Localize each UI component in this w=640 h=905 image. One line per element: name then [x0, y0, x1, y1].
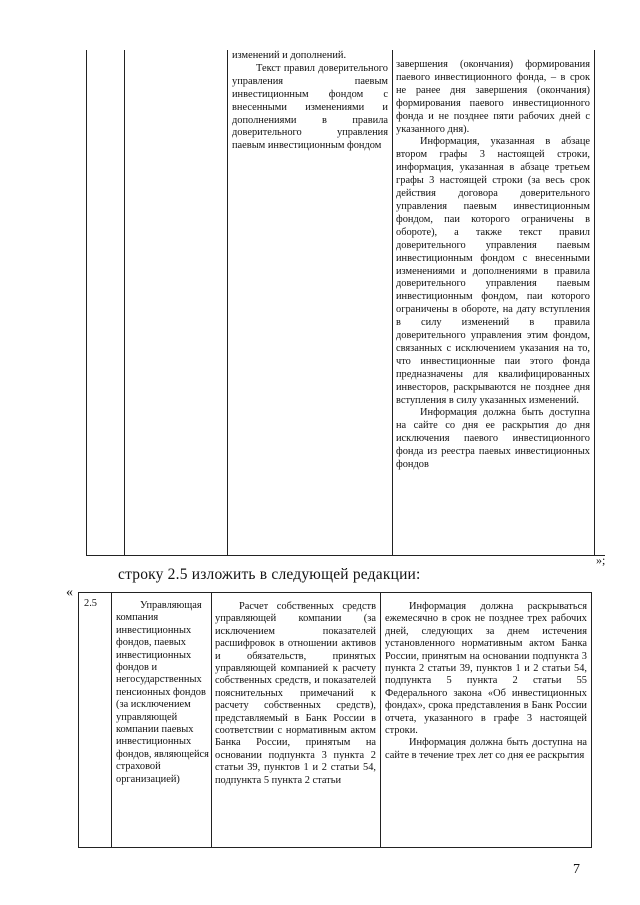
disclosure-cell [385, 601, 587, 762]
cell-text: 2.5 [84, 598, 97, 609]
cell-text: Текст правил доверительного управления паевым инвестиционным фондом с внесенными изменениями и дополнениями в правила доверительного управления паевым инвестиционным фондом [232, 62, 388, 152]
table-border [594, 50, 595, 556]
closing-quote: »; [596, 553, 606, 567]
table-border [78, 847, 592, 848]
cell-text: завершения (окончания) формирования паевого инвестиционного фонда, – в срок не ранее дня завершения (окончания) формирования паевого инвестиционного фонда и не позднее пяти рабочих дней с указанного дня). [396, 59, 590, 135]
subject-cell [116, 600, 211, 786]
table-border [78, 592, 79, 848]
table-row-2-5 [78, 592, 592, 848]
cell-text: Управляющая компания инвестиционных фондов, паевых инвестиционных фондов и негосударственных пенсионных фондов (за исключением управляющей компании паевых инвестиционных фондов, являющейся страховой организацией) [116, 600, 209, 785]
table-border [111, 592, 112, 848]
row-number [84, 598, 108, 610]
table-border [78, 592, 592, 593]
page-number: 7 [573, 862, 580, 877]
cell-text: Информация должна быть доступна на сайте со дня ее раскрытия до дня исключения паевого инвестиционного фонда из реестра паевых инвестиционных фондов [396, 407, 590, 471]
table-border [86, 555, 605, 556]
cell-text: Информация должна раскрываться ежемесячно в срок не позднее трех рабочих дней, следующих за днем истечения установленного нормативным актом Банка России, принятым на основании подпункта 3 пункта 2 статьи 39, пунктов 1 и 2 статьи 54, подпункта 5 пункта 2 статьи 55 Федерального закона «Об инвестиционных фондах», срока представления в Банк России отчета, указанного в графе 3 настоящей строки. [385, 601, 587, 737]
info-cell [215, 601, 376, 787]
table-border [86, 50, 87, 556]
amendment-instruction: строку 2.5 изложить в следующей редакции: [118, 566, 421, 583]
table-border [211, 592, 212, 848]
table-cell-col3 [232, 50, 388, 153]
table-border [227, 50, 228, 556]
table-cell-col4 [396, 59, 590, 472]
opening-quote: « [66, 585, 73, 600]
cell-text: изменений и дополнений. [232, 50, 347, 61]
table-border [124, 50, 125, 556]
table-border [380, 592, 381, 848]
table-border [591, 592, 592, 848]
cell-text: Информация должна быть доступна на сайте в течение трех лет со дня ее раскрытия [385, 737, 587, 761]
table-continuation [86, 50, 605, 556]
cell-text: Расчет собственных средств управляющей компании (за исключением показателей расшифровок в отношении активов и обязательств, принятых управляющей компанией к расчету собственных средств, и показателей пояснительных примечаний к расчету собственных средств), представляемый в Банк России в соответствии с нормативным актом Банка России, принятым на основании подпункта 3 пункта 2 статьи 39, пунктов 1 и 2 статьи 54, подпункта 5 пункта 2 статьи [215, 601, 376, 786]
table-border [392, 50, 393, 556]
cell-text: Информация, указанная в абзаце втором графы 3 настоящей строки, информация, указанная в абзаце третьем графы 3 настоящей строки (за весь срок действия договора доверительного управления паевым инвестиционным фондом, паи которого ограничены в обороте), а также текст правил доверительного управления паевым инвестиционным фондом с внесенными изменениями и дополнениями в правила доверительного управления паевым инвестиционным фондом, паи которого ограничены в обороте, на дату вступления в силу изменений в правила доверительного управления этим фондом, связанных с исключением указания на то, что инвестиционные паи этого фонда предназначены для квалифицированных инвесторов, раскрываются не позднее дня вступления в силу указанных изменений. [396, 136, 590, 406]
